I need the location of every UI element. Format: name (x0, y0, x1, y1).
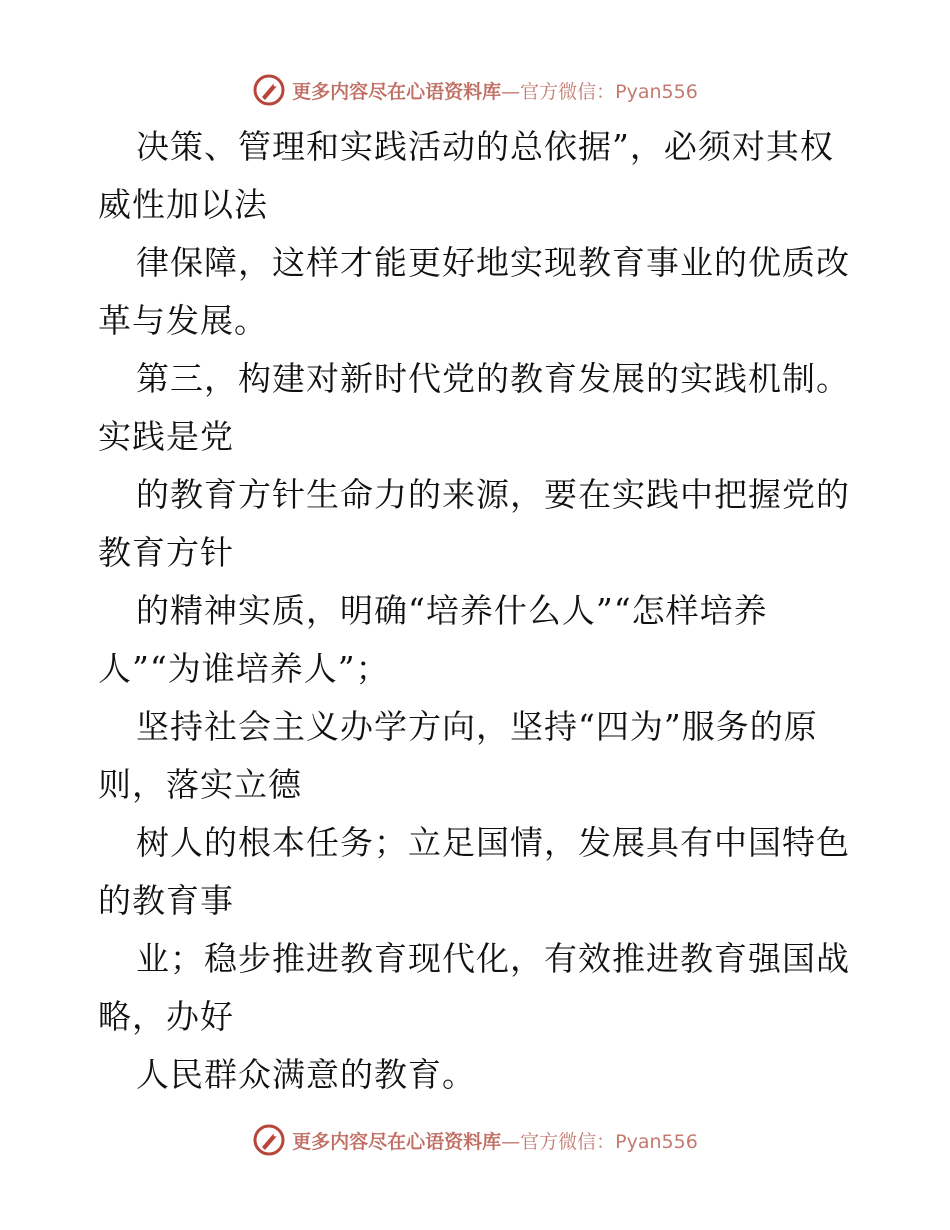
body-line: 第三，构建对新时代党的教育发展的实践机制。 (136, 359, 850, 398)
body-line: 教育方针 (98, 533, 234, 572)
header-banner-text (292, 77, 698, 104)
body-line: 的教育事 (98, 881, 234, 920)
header-banner (0, 70, 950, 110)
body-line: 的精神实质，明确“培养什么人”“怎样培养 (136, 591, 768, 630)
footer-banner-text (292, 1127, 698, 1154)
footer-banner-main: 更多内容尽在心语资料库 (292, 1130, 502, 1153)
body-line: 则，落实立德 (98, 765, 302, 804)
body-line: 略，办好 (98, 997, 234, 1036)
footer-banner-separator: — (501, 1130, 521, 1153)
body-line: 决策、管理和实践活动的总依据”，必须对其权 (136, 127, 834, 166)
body-line: 业；稳步推进教育现代化，有效推进教育强国战 (136, 939, 850, 978)
body-line: 人”“为谁培养人”； (98, 649, 390, 688)
footer-banner (0, 1120, 950, 1160)
header-banner-contact: 官方微信：Pyan556 (520, 80, 698, 103)
body-line: 的教育方针生命力的来源，要在实践中把握党的 (136, 475, 850, 514)
header-banner-main: 更多内容尽在心语资料库 (292, 80, 502, 103)
body-line: 坚持社会主义办学方向，坚持“四为”服务的原 (136, 707, 818, 746)
header-banner-separator: — (501, 80, 521, 103)
body-line: 树人的根本任务；立足国情，发展具有中国特色 (136, 823, 850, 862)
footer-banner-contact: 官方微信：Pyan556 (520, 1130, 698, 1153)
body-line: 威性加以法 (98, 185, 268, 224)
body-line: 人民群众满意的教育。 (136, 1055, 476, 1094)
body-line: 革与发展。 (98, 301, 268, 340)
pen-nib-logo-icon (252, 1123, 286, 1157)
document-body (98, 118, 858, 1104)
body-line: 实践是党 (98, 417, 234, 456)
body-line: 律保障，这样才能更好地实现教育事业的优质改 (136, 243, 850, 282)
pen-nib-logo-icon (252, 73, 286, 107)
